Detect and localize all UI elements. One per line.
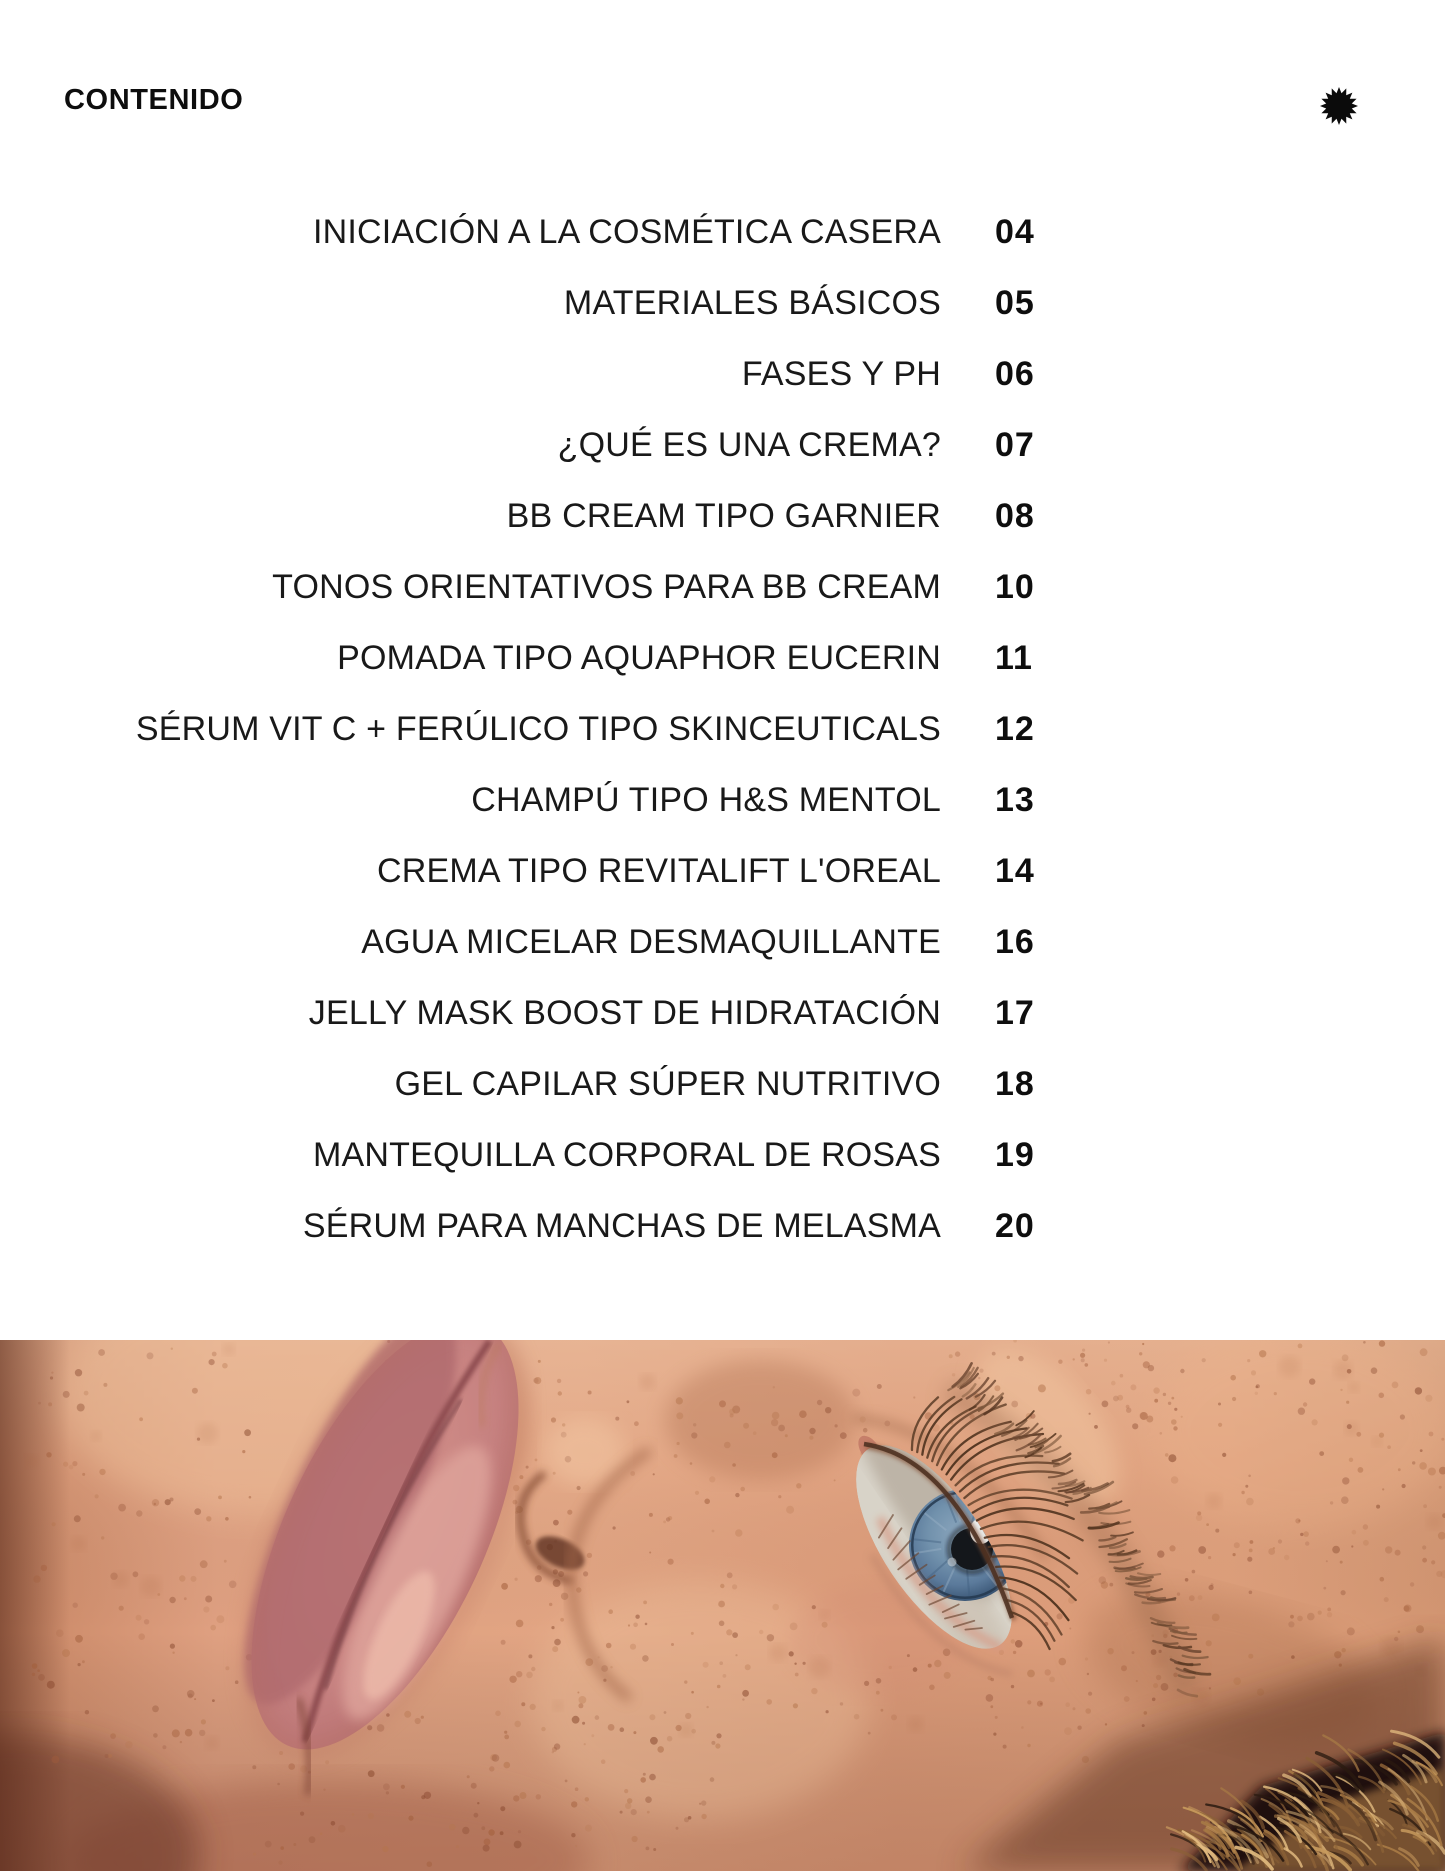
toc-entry-page: 05 — [995, 284, 1035, 322]
toc-entry-title: INICIACIÓN A LA COSMÉTICA CASERA — [312, 213, 941, 251]
toc-entry-title: TONOS ORIENTATIVOS PARA BB CREAM — [272, 568, 941, 606]
toc-entry-page: 06 — [995, 355, 1035, 393]
toc-row — [0, 410, 1445, 481]
toc-entry-title: AGUA MICELAR DESMAQUILLANTE — [361, 923, 941, 961]
toc-entry-page: 19 — [995, 1136, 1035, 1174]
toc-entry-page: 04 — [995, 213, 1035, 251]
toc-entry-title: SÉRUM PARA MANCHAS DE MELASMA — [302, 1207, 941, 1245]
starburst-icon — [1320, 87, 1358, 125]
toc-row — [0, 339, 1445, 410]
toc-entry-title: SÉRUM VIT C + FERÚLICO TIPO SKINCEUTICALS — [135, 710, 941, 748]
toc-row — [0, 694, 1445, 765]
face-photo — [0, 1340, 1445, 1871]
toc-entry-title: JELLY MASK BOOST DE HIDRATACIÓN — [308, 994, 941, 1032]
toc-entry-title: GEL CAPILAR SÚPER NUTRITIVO — [394, 1065, 941, 1103]
toc-row — [0, 978, 1445, 1049]
toc-entry-page: 18 — [995, 1065, 1035, 1103]
toc-entry-page: 17 — [995, 994, 1035, 1032]
toc-entry-title: MATERIALES BÁSICOS — [563, 284, 941, 322]
toc-entry-page: 14 — [995, 852, 1035, 890]
toc-row — [0, 1120, 1445, 1191]
toc-row — [0, 907, 1445, 978]
toc-entry-page: 13 — [995, 781, 1035, 819]
toc-entry-page: 11 — [995, 639, 1033, 677]
toc-entry-title: MANTEQUILLA CORPORAL DE ROSAS — [312, 1136, 941, 1174]
toc-row — [0, 197, 1445, 268]
toc-row — [0, 836, 1445, 907]
toc-row — [0, 268, 1445, 339]
toc-row — [0, 481, 1445, 552]
toc-entry-page: 07 — [995, 426, 1035, 464]
toc-entry-title: ¿QUÉ ES UNA CREMA? — [557, 426, 941, 464]
toc-entry-page: 10 — [995, 568, 1035, 606]
toc-entry-title: CREMA TIPO REVITALIFT L'OREAL — [377, 852, 941, 890]
toc-entry-title: POMADA TIPO AQUAPHOR EUCERIN — [337, 639, 941, 677]
toc-entry-page: 16 — [995, 923, 1035, 961]
toc-entry-title: BB CREAM TIPO GARNIER — [506, 497, 941, 535]
toc-row — [0, 623, 1445, 694]
page-title: CONTENIDO — [64, 84, 244, 116]
toc-entry-page: 20 — [995, 1207, 1035, 1245]
toc-entry-page: 12 — [995, 710, 1035, 748]
toc-row — [0, 765, 1445, 836]
toc-row — [0, 1049, 1445, 1120]
toc-entry-title: CHAMPÚ TIPO H&S MENTOL — [471, 781, 941, 819]
toc-row — [0, 552, 1445, 623]
toc-entry-title: FASES Y PH — [741, 355, 941, 393]
toc-row — [0, 1191, 1445, 1262]
table-of-contents — [0, 197, 1445, 1262]
toc-entry-page: 08 — [995, 497, 1035, 535]
